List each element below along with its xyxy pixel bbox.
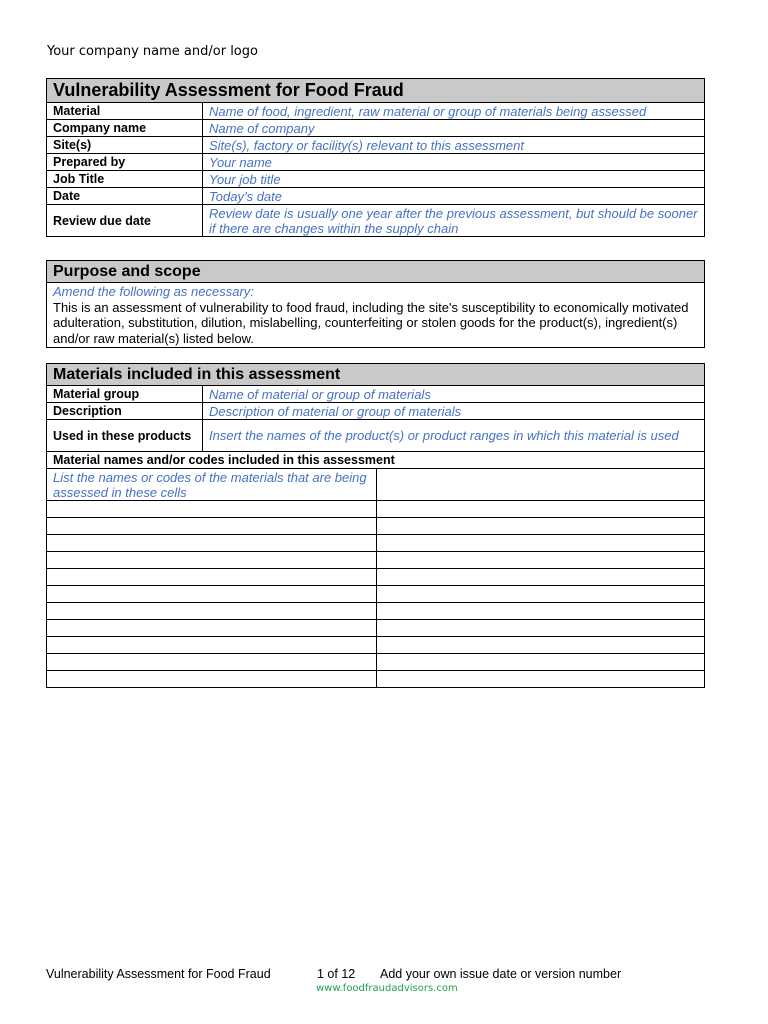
codes-cell[interactable] <box>377 518 705 535</box>
review-due-date-field[interactable]: Review date is usually one year after the previous assessment, but should be sooner if there are changes within the supply chain <box>203 205 705 237</box>
assessment-title: Vulnerability Assessment for Food Fraud <box>47 79 705 103</box>
material-label: Material <box>47 103 203 120</box>
codes-cell[interactable] <box>377 620 705 637</box>
codes-cell[interactable] <box>47 518 377 535</box>
purpose-title: Purpose and scope <box>47 261 705 283</box>
amend-note: Amend the following as necessary: <box>53 284 254 299</box>
codes-cell[interactable] <box>47 603 377 620</box>
job-title-label: Job Title <box>47 171 203 188</box>
footer-page-number: 1 of 12 <box>317 967 356 981</box>
codes-cell[interactable] <box>377 552 705 569</box>
codes-cell[interactable] <box>47 501 377 518</box>
codes-cell[interactable] <box>377 671 705 688</box>
materials-table <box>46 363 705 688</box>
codes-cell[interactable] <box>377 535 705 552</box>
footer-doc-title: Vulnerability Assessment for Food Fraud <box>46 967 271 981</box>
purpose-body-cell[interactable] <box>47 283 705 348</box>
prepared-by-label: Prepared by <box>47 154 203 171</box>
review-due-date-label: Review due date <box>47 205 203 237</box>
codes-cell[interactable] <box>47 569 377 586</box>
codes-cell[interactable] <box>377 637 705 654</box>
codes-cell[interactable] <box>47 637 377 654</box>
prepared-by-field[interactable]: Your name <box>203 154 705 171</box>
codes-cell[interactable] <box>47 654 377 671</box>
job-title-field[interactable]: Your job title <box>203 171 705 188</box>
footer-version-note: Add your own issue date or version number <box>380 967 622 981</box>
used-in-products-label: Used in these products <box>47 420 203 452</box>
codes-cell[interactable] <box>377 569 705 586</box>
footer-website-link[interactable]: www.foodfraudadvisors.com <box>316 983 458 994</box>
codes-cell[interactable] <box>47 552 377 569</box>
codes-cell[interactable] <box>47 671 377 688</box>
used-in-products-field[interactable]: Insert the names of the product(s) or product ranges in which this material is used <box>203 420 705 452</box>
sites-label: Site(s) <box>47 137 203 154</box>
material-group-field[interactable]: Name of material or group of materials <box>203 386 705 403</box>
date-field[interactable]: Today’s date <box>203 188 705 205</box>
codes-cell[interactable] <box>47 535 377 552</box>
codes-cell-hint[interactable]: List the names or codes of the materials that are being assessed in these cells <box>47 469 377 501</box>
purpose-body-text: This is an assessment of vulnerability to food fraud, including the site's susceptibility to economically motivated adulteration, substitution, dilution, mislabelling, counterfeiting or stolen goods for the product(s), ingredient(s) and/or raw material(s) listed below. <box>53 299 689 346</box>
codes-header: Material names and/or codes included in this assessment <box>47 452 705 469</box>
date-label: Date <box>47 188 203 205</box>
material-field[interactable]: Name of food, ingredient, raw material or group of materials being assessed <box>203 103 705 120</box>
sites-field[interactable]: Site(s), factory or facility(s) relevant to this assessment <box>203 137 705 154</box>
codes-cell[interactable] <box>47 620 377 637</box>
description-field[interactable]: Description of material or group of materials <box>203 403 705 420</box>
description-label: Description <box>47 403 203 420</box>
purpose-scope-table <box>46 260 705 348</box>
codes-cell[interactable] <box>377 586 705 603</box>
company-logo-placeholder: Your company name and/or logo <box>47 44 258 59</box>
codes-cell[interactable] <box>377 469 705 501</box>
codes-cell[interactable] <box>47 586 377 603</box>
company-name-label: Company name <box>47 120 203 137</box>
codes-cell[interactable] <box>377 603 705 620</box>
materials-title: Materials included in this assessment <box>47 364 705 386</box>
material-group-label: Material group <box>47 386 203 403</box>
company-name-field[interactable]: Name of company <box>203 120 705 137</box>
assessment-details-table <box>46 78 705 237</box>
codes-cell[interactable] <box>377 501 705 518</box>
codes-cell[interactable] <box>377 654 705 671</box>
